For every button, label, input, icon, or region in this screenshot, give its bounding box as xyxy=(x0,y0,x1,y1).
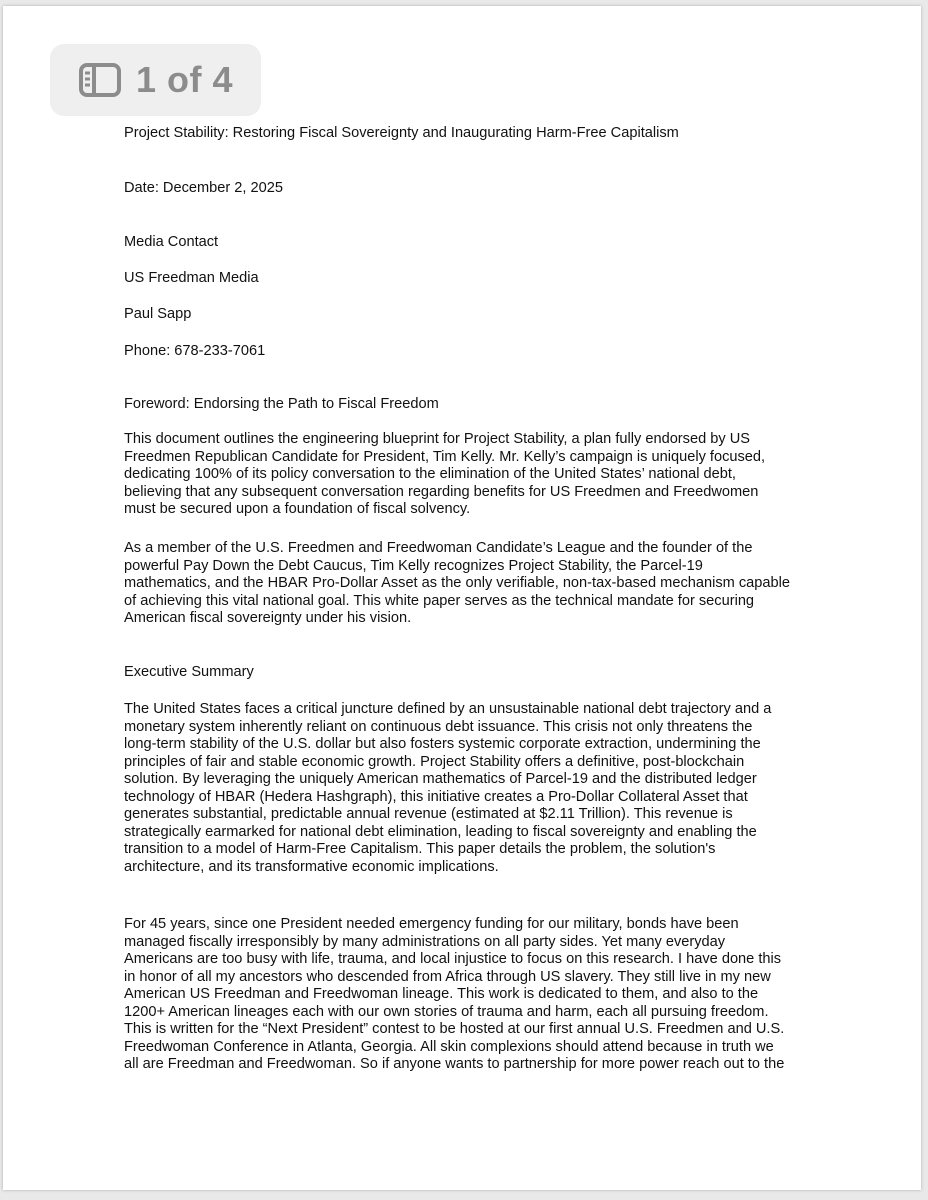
organization-name: US Freedman Media xyxy=(124,270,259,286)
page-indicator[interactable] xyxy=(50,44,261,116)
text-line: of achieving this vital national goal. This white paper serves as the technical mandate for securing xyxy=(124,592,755,609)
document-title: Project Stability: Restoring Fiscal Sovereignty and Inaugurating Harm-Free Capitalism xyxy=(124,125,679,141)
contact-phone: Phone: 678-233-7061 xyxy=(124,343,266,359)
text-line: American fiscal sovereignty under his vision. xyxy=(124,610,412,626)
text-line: dedicating 100% of its policy conversation to the elimination of the United States’ national debt, xyxy=(124,466,736,482)
text-line: strategically earmarked for national debt elimination, leading to fiscal sovereignty and enabling the xyxy=(124,823,757,840)
text-line: American US Freedman and Freedwoman lineage. This work is dedicated to them, and also to the xyxy=(124,986,759,1002)
document-date: Date: December 2, 2025 xyxy=(124,180,283,196)
text-line: believing that any subsequent conversation regarding benefits for US Freedmen and Freedwomen xyxy=(124,483,759,500)
text-line: This is written for the “Next President” contest to be hosted at our first annual U.S. Freedmen and U.S. xyxy=(124,1021,785,1037)
text-line: monetary system inherently reliant on continuous debt issuance. This crisis not only threatens the xyxy=(124,718,753,735)
text-line: managed fiscally irresponsibly by many administrations on all party sides. Yet many everyday xyxy=(124,933,726,950)
text-line: architecture, and its transformative economic implications. xyxy=(124,858,499,875)
contact-name: Paul Sapp xyxy=(124,306,192,322)
text-line: As a member of the U.S. Freedmen and Freedwoman Candidate’s League and the founder of the xyxy=(124,540,753,556)
foreword-paragraph-1 xyxy=(124,431,814,519)
text-line: must be secured upon a foundation of fiscal solvency. xyxy=(124,501,471,517)
text-line: principles of fair and stable economic growth. Project Stability offers a definitive, post-blockchain xyxy=(124,753,745,770)
text-line: mathematics, and the HBAR Pro-Dollar Asset as the only verifiable, non-tax-based mechanism capable xyxy=(124,575,790,591)
text-line: Freedwoman Conference in Atlanta, Georgia. All skin complexions should attend because in truth we xyxy=(124,1038,774,1055)
text-line: For 45 years, since one President needed emergency funding for our military, bonds have been xyxy=(124,916,739,932)
text-line: solution. By leveraging the uniquely American mathematics of Parcel-19 and the distributed ledger xyxy=(124,771,757,787)
foreword-paragraph-2 xyxy=(124,540,814,628)
text-line: powerful Pay Down the Debt Caucus, Tim Kelly recognizes Project Stability, the Parcel-19 xyxy=(124,557,703,574)
text-line: Freedmen Republican Candidate for President, Tim Kelly. Mr. Kelly’s campaign is uniquely focused, xyxy=(124,448,766,465)
document-page xyxy=(3,6,921,1190)
text-line: The United States faces a critical juncture defined by an unsustainable national debt trajectory and a xyxy=(124,701,772,717)
sidebar-toggle-icon[interactable] xyxy=(79,62,121,98)
dedication-paragraph xyxy=(124,916,814,1074)
text-line: all are Freedman and Freedwoman. So if anyone wants to partnership for more power reach out to the xyxy=(124,1056,785,1072)
text-line: technology of HBAR (Hedera Hashgraph), this initiative creates a Pro-Dollar Collateral Asset that xyxy=(124,788,748,805)
text-line: generates substantial, predictable annual revenue (estimated at $2.11 Trillion). This revenue is xyxy=(124,806,733,822)
executive-summary-heading: Executive Summary xyxy=(124,664,254,680)
text-line: in honor of all my ancestors who descended from Africa through US slavery. They still live in my new xyxy=(124,968,771,985)
text-line: 1200+ American lineages each with our own stories of trauma and harm, each all pursuing freedom. xyxy=(124,1003,769,1020)
text-line: long-term stability of the U.S. dollar but also fosters systemic corporate extraction, undermining the xyxy=(124,736,761,752)
page-indicator-label: 1 of 4 xyxy=(136,59,234,100)
media-contact-heading: Media Contact xyxy=(124,234,219,250)
text-line: transition to a model of Harm-Free Capitalism. This paper details the problem, the solution's xyxy=(124,841,716,857)
text-line: Americans are too busy with life, trauma, and local injustice to focus on this research. I have done this xyxy=(124,951,782,967)
executive-summary-paragraph xyxy=(124,701,814,876)
foreword-heading: Foreword: Endorsing the Path to Fiscal Freedom xyxy=(124,396,439,412)
text-line: This document outlines the engineering blueprint for Project Stability, a plan fully endorsed by US xyxy=(124,431,750,447)
